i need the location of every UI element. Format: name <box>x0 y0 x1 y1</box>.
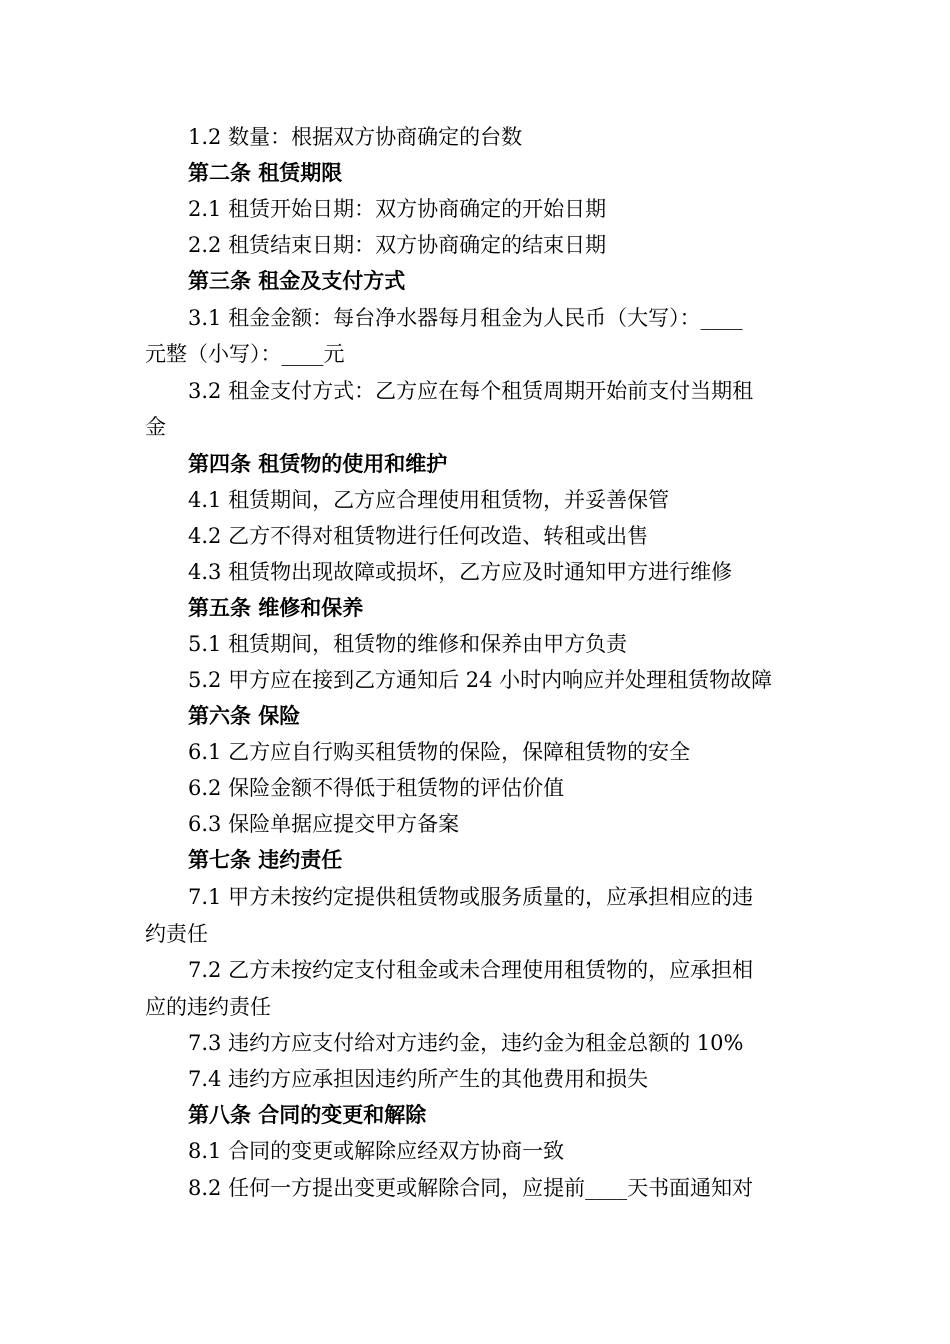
article-4-heading: 第四条 租赁物的使用和维护 <box>188 452 448 476</box>
clause-1-2: 1.2 数量：根据双方协商确定的台数 <box>188 125 523 149</box>
article-3-heading: 第三条 租金及支付方式 <box>188 269 406 293</box>
clause-8-1: 8.1 合同的变更或解除应经双方协商一致 <box>188 1139 565 1163</box>
clause-7-3: 7.3 违约方应支付给对方违约金，违约金为租金总额的 10% <box>188 1031 744 1055</box>
article-8-heading: 第八条 合同的变更和解除 <box>188 1103 427 1127</box>
clause-6-3: 6.3 保险单据应提交甲方备案 <box>188 812 460 836</box>
clause-7-1: 7.1 甲方未按约定提供租赁物或服务质量的，应承担相应的违 <box>188 885 754 909</box>
clause-4-3: 4.3 租赁物出现故障或损坏，乙方应及时通知甲方进行维修 <box>188 560 733 584</box>
clause-3-1: 3.1 租金金额：每台净水器每月租金为人民币（大写）：____ <box>188 306 743 330</box>
clause-8-2: 8.2 任何一方提出变更或解除合同，应提前____天书面通知对 <box>188 1176 754 1200</box>
article-6-heading: 第六条 保险 <box>188 704 301 728</box>
clause-3-1-continuation: 元整（小写）：____元 <box>145 342 345 366</box>
clause-7-1-continuation: 约责任 <box>145 922 208 946</box>
article-2-heading: 第二条 租赁期限 <box>188 161 343 185</box>
article-5-heading: 第五条 维修和保养 <box>188 596 364 620</box>
clause-3-2-continuation: 金 <box>145 415 166 439</box>
clause-4-2: 4.2 乙方不得对租赁物进行任何改造、转租或出售 <box>188 524 649 548</box>
clause-3-2: 3.2 租金支付方式：乙方应在每个租赁周期开始前支付当期租 <box>188 379 754 403</box>
clause-2-1: 2.1 租赁开始日期：双方协商确定的开始日期 <box>188 197 607 221</box>
clause-5-2: 5.2 甲方应在接到乙方通知后 24 小时内响应并处理租赁物故障 <box>188 668 773 692</box>
clause-4-1: 4.1 租赁期间，乙方应合理使用租赁物，并妥善保管 <box>188 488 670 512</box>
article-7-heading: 第七条 违约责任 <box>188 848 343 872</box>
clause-7-2: 7.2 乙方未按约定支付租金或未合理使用租赁物的，应承担相 <box>188 958 754 982</box>
clause-7-4: 7.4 违约方应承担因违约所产生的其他费用和损失 <box>188 1067 649 1091</box>
clause-2-2: 2.2 租赁结束日期：双方协商确定的结束日期 <box>188 233 607 257</box>
clause-6-2: 6.2 保险金额不得低于租赁物的评估价值 <box>188 776 565 800</box>
clause-5-1: 5.1 租赁期间，租赁物的维修和保养由甲方负责 <box>188 632 628 656</box>
clause-7-2-continuation: 应的违约责任 <box>145 995 271 1019</box>
clause-6-1: 6.1 乙方应自行购买租赁物的保险，保障租赁物的安全 <box>188 740 691 764</box>
